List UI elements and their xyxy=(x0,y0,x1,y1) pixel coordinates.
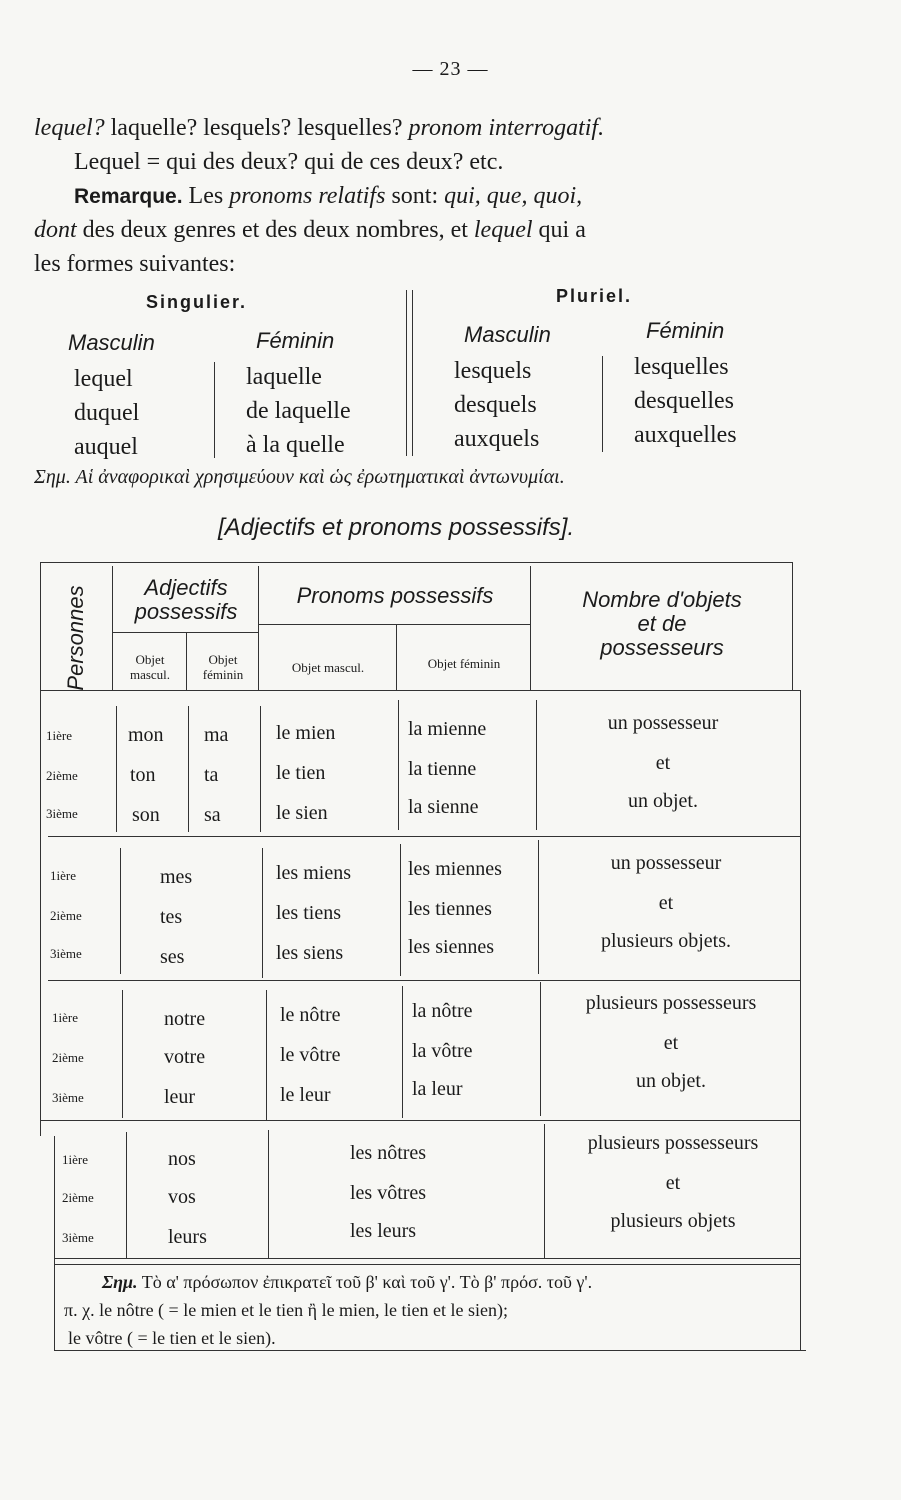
sing-fem-1: laquelle xyxy=(246,364,322,390)
g2-pron-fem-2: les tiennes xyxy=(408,898,492,920)
page-number: — 23 — xyxy=(412,58,489,80)
g4-pron-3: les leurs xyxy=(350,1220,417,1242)
sing-masc-3: auquel xyxy=(74,434,138,460)
g3-person-2: 2ième xyxy=(52,1050,84,1065)
g1-adj-masc-2: ton xyxy=(130,764,156,786)
singular-masculin-label: Masculin xyxy=(68,330,155,355)
plur-masc-3: auxquels xyxy=(454,426,540,452)
plur-fem-3: auxquelles xyxy=(634,422,737,448)
g2-bottom-line xyxy=(48,980,800,981)
intro-line-3 xyxy=(74,178,582,215)
g3-bottom-line xyxy=(40,1120,800,1121)
adj-objet-fem xyxy=(188,652,258,682)
g2-div-1 xyxy=(120,848,121,974)
g1-person-1: 1ière xyxy=(46,728,72,743)
g2-person-3: 3ième xyxy=(50,946,82,961)
g2-desc-1: un possesseur xyxy=(610,852,722,874)
head-divider-2 xyxy=(258,566,259,690)
g1-adj-masc-1: mon xyxy=(128,724,164,746)
intro-lequel-2: lequel xyxy=(473,217,533,243)
g4-pron-2: les vôtres xyxy=(350,1182,427,1204)
intro-line-1 xyxy=(34,110,604,146)
intro-lequel: lequel? xyxy=(34,115,105,141)
adj-objet-fem-2: féminin xyxy=(202,667,244,682)
g1-adj-fem-3: sa xyxy=(204,804,221,826)
plur-fem-2: desquelles xyxy=(634,388,734,414)
nombre-header xyxy=(534,588,790,660)
head-sub-div-adj xyxy=(186,632,187,690)
g1-desc-3: un objet. xyxy=(628,790,698,812)
pron-objet-masc: Objet mascul. xyxy=(291,660,365,675)
g2-div-4 xyxy=(538,840,539,974)
table-right-border-head xyxy=(792,562,793,690)
g1-adj-fem-1: ma xyxy=(204,724,229,746)
g3-pron-fem-1: la nôtre xyxy=(412,1000,473,1022)
head-sub-line-pron xyxy=(258,624,530,625)
divider-number-a xyxy=(406,290,407,456)
singular-heading: Singulier. xyxy=(146,292,248,312)
g4-desc-2: et xyxy=(665,1172,681,1194)
g1-pron-fem-1: la mienne xyxy=(408,718,487,740)
singular-feminin-label: Féminin xyxy=(256,328,335,353)
g4-pron-1: les nôtres xyxy=(350,1142,427,1164)
intro-des-deux: des deux genres et des deux nombres, et xyxy=(76,217,474,243)
g1-person-3: 3ième xyxy=(46,806,78,821)
g3-div-4 xyxy=(540,982,541,1116)
adj-objet-masc xyxy=(114,652,186,682)
g1-pron-masc-3: le sien xyxy=(276,802,328,824)
intro-line-4 xyxy=(34,212,586,248)
g4-div-2 xyxy=(268,1130,269,1258)
g1-pron-fem-2: la tienne xyxy=(408,758,477,780)
adj-objet-masc-1: Objet xyxy=(135,652,165,667)
head-sub-line-adj xyxy=(112,632,258,633)
plural-heading: Pluriel. xyxy=(556,286,633,306)
g1-person-2: 2ième xyxy=(46,768,78,783)
g3-pron-masc-2: le vôtre xyxy=(280,1044,341,1066)
table-bottom-border xyxy=(54,1350,806,1351)
g4-person-2: 2ième xyxy=(62,1190,94,1205)
head-divider-3 xyxy=(530,566,531,690)
greek-note: Σημ. Αἱ ἀναφορικαὶ χρησιμεύουν καὶ ὡς ἐρωτηματικαὶ ἀντωνυμίαι. xyxy=(34,466,565,488)
intro-pronoms-relatifs: pronoms relatifs xyxy=(229,183,386,209)
g2-pron-masc-1: les miens xyxy=(276,862,351,884)
g4-div-3 xyxy=(544,1124,545,1258)
g1-pron-masc-1: le mien xyxy=(276,722,336,744)
footnote-line-2: π. χ. le nôtre ( = le mien et le tien ἢ le mien, le tien et le sien); xyxy=(64,1300,508,1320)
adjectifs-header xyxy=(116,576,256,624)
intro-pronom-interrogatif: pronom interrogatif. xyxy=(408,115,605,141)
adj-objet-fem-1: Objet xyxy=(208,652,238,667)
footnote-label: Σημ. xyxy=(102,1272,138,1292)
footnote-line-1-text: Τὸ α' πρόσωπον ἐπικρατεῖ τοῦ β' καὶ τοῦ γ'. Τὸ β' πρόσ. τοῦ γ'. xyxy=(137,1272,593,1292)
g4-desc-1: plusieurs possesseurs xyxy=(587,1132,759,1154)
plural-masculin-label: Masculin xyxy=(464,322,551,347)
sing-fem-2: de laquelle xyxy=(246,398,351,424)
g3-adj-1: notre xyxy=(164,1008,206,1030)
g1-div-2 xyxy=(188,706,189,832)
plur-fem-1: lesquelles xyxy=(634,354,729,380)
g1-adj-fem-2: ta xyxy=(204,764,219,786)
sing-masc-2: duquel xyxy=(74,400,140,426)
g2-adj-1: mes xyxy=(160,866,193,888)
g1-div-3 xyxy=(260,706,261,832)
nombre-line3: possesseurs xyxy=(600,635,724,660)
g2-desc-2: et xyxy=(658,892,674,914)
head-divider-1 xyxy=(112,566,113,690)
personnes-header: Personnes xyxy=(63,585,88,691)
g2-div-2 xyxy=(262,848,263,978)
g3-pron-fem-2: la vôtre xyxy=(412,1040,473,1062)
g4-bottom-line-b xyxy=(54,1264,800,1265)
nombre-line1: Nombre d'objets xyxy=(582,587,742,612)
g4-bottom-line-a xyxy=(54,1258,800,1259)
g2-div-3 xyxy=(400,844,401,976)
adjectifs-line1: Adjectifs xyxy=(144,575,228,600)
g3-pron-masc-3: le leur xyxy=(280,1084,331,1106)
g1-pron-masc-2: le tien xyxy=(276,762,326,784)
g4-adj-2: vos xyxy=(168,1186,196,1208)
g3-adj-2: votre xyxy=(164,1046,206,1068)
table-right-border xyxy=(800,690,801,1350)
g3-desc-1: plusieurs possesseurs xyxy=(585,992,757,1014)
adjectifs-line2: possessifs xyxy=(134,599,238,624)
g4-adj-1: nos xyxy=(168,1148,196,1170)
g3-desc-2: et xyxy=(663,1032,679,1054)
g3-person-1: 1ière xyxy=(52,1010,78,1025)
intro-les: Les xyxy=(182,183,230,209)
g3-div-1 xyxy=(122,990,123,1118)
plur-masc-1: lesquels xyxy=(454,358,532,384)
table-left-border xyxy=(40,562,41,1136)
intro-qui-que-quoi: qui, que, quoi, xyxy=(444,183,583,209)
plural-feminin-label: Féminin xyxy=(646,318,725,343)
g2-desc-3: plusieurs objets. xyxy=(601,930,731,952)
g2-person-2: 2ième xyxy=(50,908,82,923)
g2-pron-fem-3: les siennes xyxy=(408,936,495,958)
g1-adj-masc-3: son xyxy=(132,804,160,826)
table-top-border xyxy=(40,562,792,563)
g2-adj-3: ses xyxy=(160,946,185,968)
g3-div-3 xyxy=(402,986,403,1118)
g3-adj-3: leur xyxy=(164,1086,196,1108)
g2-pron-masc-2: les tiens xyxy=(276,902,341,924)
intro-sont: sont: xyxy=(385,183,445,209)
g1-desc-2: et xyxy=(655,752,671,774)
remark-label: Remarque. xyxy=(74,185,183,208)
divider-plur xyxy=(602,356,603,452)
footnote-line-3: le vôtre ( = le tien et le sien). xyxy=(68,1328,276,1348)
divider-number-b xyxy=(412,290,413,456)
g3-pron-fem-3: la leur xyxy=(412,1078,463,1100)
sing-fem-3: à la quelle xyxy=(246,432,345,458)
intro-dont: dont xyxy=(34,217,77,243)
g1-div-5 xyxy=(536,700,537,830)
g3-person-3: 3ième xyxy=(52,1090,84,1105)
footnote-left-border xyxy=(54,1136,55,1350)
head-bottom-line xyxy=(40,690,800,691)
intro-qui-a: qui a xyxy=(532,217,586,243)
pron-objet-fem: Objet féminin xyxy=(427,656,501,671)
intro-line-2: Lequel = qui des deux? qui de ces deux? etc. xyxy=(74,149,504,175)
g3-div-2 xyxy=(266,990,267,1120)
adj-objet-masc-2: mascul. xyxy=(129,667,171,682)
g3-pron-masc-1: le nôtre xyxy=(280,1004,341,1026)
footnote-line-1 xyxy=(102,1272,592,1293)
head-sub-div-pron xyxy=(396,624,397,690)
g2-pron-fem-1: les miennes xyxy=(408,858,502,880)
g4-desc-3: plusieurs objets xyxy=(610,1210,736,1232)
g4-person-1: 1ière xyxy=(62,1152,88,1167)
g2-adj-2: tes xyxy=(160,906,183,928)
intro-interrogatives: laquelle? lesquels? lesquelles? xyxy=(104,115,409,141)
g4-adj-3: leurs xyxy=(168,1226,207,1248)
g1-div-1 xyxy=(116,706,117,832)
nombre-line2: et de xyxy=(637,611,687,636)
possessives-title: [Adjectifs et pronoms possessifs]. xyxy=(218,514,575,541)
g1-desc-1: un possesseur xyxy=(607,712,719,734)
divider-sing xyxy=(214,362,215,458)
intro-line-5: les formes suivantes: xyxy=(34,251,236,277)
g4-div-1 xyxy=(126,1132,127,1258)
g3-desc-3: un objet. xyxy=(636,1070,706,1092)
g1-div-4 xyxy=(398,700,399,830)
g1-pron-fem-3: la sienne xyxy=(408,796,479,818)
g2-person-1: 1ière xyxy=(50,868,76,883)
plur-masc-2: desquels xyxy=(454,392,537,418)
sing-masc-1: lequel xyxy=(74,366,133,392)
g1-bottom-line xyxy=(48,836,800,837)
g2-pron-masc-3: les siens xyxy=(276,942,344,964)
g4-person-3: 3ième xyxy=(62,1230,94,1245)
pronoms-header: Pronoms possessifs xyxy=(296,583,494,608)
